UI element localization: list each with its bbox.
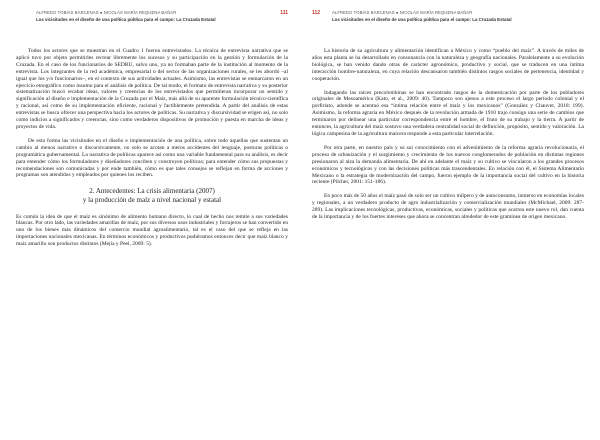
right-header-title: Los vicisitudes en el diseño de una política pública para el campo: La Cruzada Estatal	[332, 17, 512, 22]
left-page-body	[16, 48, 288, 248]
right-paragraph-2: Indagando las raíces precolombinas se han encontrado rasgos de la domesticación por parte de los pobladores originales de Mesoamérica (Kato, et al., 2009: 40). Tampoco son ajenos a este proceso el largo período colonial y el porfiriato, adonde se acentuó esa “íntima relación entre el maíz y los mexicanos” (González y Chauvet, 2018: 199). Asimismo, la reforma agraria en México después de la revolución armada de 1910 trajo consigo una serie de cambios que terminaron por delinear una particular correspondencia entre el hombre, el fruto de su trabajo y la tierra. A partir de entonces, la agricultura del maíz sostuvo una verdadera centralidad social de definición, propósito, sentido y valoración. La lógica campesina de la agricultura maicera responde a esta particular interrelación.	[312, 89, 584, 137]
left-paragraph-2: De esta forma las vicisitudes en el diseño e implementación de una política, sobre todo aquellas que sustentan un cambio al menos narrativo o discursivamente, no solo se acotan a meros accidentes del lenguaje, posturas políticas o programática gubernamental. La narrativa de políticas aparece así como una variable fundamental para su análisis, es decir para entender cómo los formuladores y diseñadores conciben y construyen políticas; para entender cómo sus propuestas y recomendaciones son comunicadas y por ende también, cómo es que tales consejos se reflejan en forma de acciones y programas son atendidos y empleados por quienes los reciben.	[16, 137, 288, 179]
right-paragraph-3: Por otra parte, en nuestro país y su sui conocimiento con el advenimiento de la reforma agraria revolucionaria, el proceso de urbanización y el surgimiento y crecimiento de los nuevos conglomerados de población en distintas regiones presionaron al alza la demanda alimentaria. De ahí en adelante el maíz y su cultivo se vincularon a los grandes procesos económicos y tecnológicos y con las decisiones políticas más trascendentales. En relación con él, el Sistema Alimentario Mexicano o la estrategia de modernización del campo, fueron ejemplo de la importancia social del cultivo en la historia reciente (Pilcher, 2001: 151-186).	[312, 144, 584, 186]
right-page	[312, 0, 584, 440]
right-running-header	[312, 10, 584, 40]
right-paragraph-1: La historia de su agricultura y alimentación identifican a México y como “pueblo del maíz”. A través de miles de años esta planta se ha desarrollado en consonancia con la naturaleza y geografía nacionales. Paralelamente a su evolución biológica, se han venido dando otras de carácter agronómico, productivo y social, que se traducen en una íntima interacción hombre-naturaleza, en cuya relación descansaron también distintos rasgos sociales de pertenencia, identidad y cooperación.	[312, 48, 584, 82]
right-page-body	[312, 48, 584, 221]
left-page-number: 111	[280, 10, 288, 16]
left-header-title: Los vicisitudes en el diseño de una política pública para el campo: La Cruzada Estatal	[36, 17, 216, 22]
right-page-number: 112	[312, 10, 321, 16]
left-running-header	[16, 10, 288, 40]
section-heading	[16, 187, 288, 204]
left-header-authors: ALFREDO TOBÍAS BARCENAS ● NICOLÁS MARÍA REQUENA BAÑAR	[36, 10, 177, 15]
right-paragraph-4: En poco más de 50 años el maíz pasó de solo ser un cultivo milpero y de autoconsumo, inmerso en economías locales y regionales, a un verdadero producto de agro industrialización y comercialización mundiales (McMichael, 2009: 287-289). Las implicaciones tecnológicas, productivas, económicas, sociales y políticas que acarrea este nuevo rol, dan cuenta de la importancia y de los fuertes intereses que ahora se concentran alrededor de este gramínea de origen mexicano.	[312, 193, 584, 221]
left-paragraph-1: Todos los actores que se muestran en el Cuadro 1 fueron entrevistados. La técnica de entrevista narrativa que se aplicó tuvo por objeto permitirles recrear libremente los sucesos y su participación en la gestión y formulación de la Cruzada. En el caso de los funcionarios de SEDRU, salvo uno, ya no formaban parte de la institución al momento de la entrevista. Los integrantes de la red académica, empresarial o del sector de las organizaciones rurales, se les abordó –al igual que los y/o funcionarios–, en el contexto de sus actividades actuales. Asimismo, las entrevistas se enmarcaron en un ejercicio etnográfico como insumo para el análisis de política. De tal modo, el formato de entrevista narrativa y su posterior sistematización buscó recabar ideas, valores y creencias de los entrevistados que permitieran incorporar un sentido y significación al diseño e implementación de la Cruzada por el Maíz, más allá de su aparente formulación técnico-científica y racional, así como de su implementación eficiente, racional y factiblemente pretendida. A partir del análisis de estas entrevistas se busca ofrecer una perspectiva hacia los actores de políticas. Su narrativa y discursividad se erigen así, no solo como indicios a significados y creencias, sino como verdaderos dispositivos de promoción y puesta en marcha de ideas y proyectos de vida.	[16, 48, 289, 130]
left-paragraph-3: Es común la idea de que el maíz es sinónimo de alimento humano directo, lo cual de hecho nos remite a sus variedades blancas. Por otro lado, las variedades amarillas de maíz, por sus diversos usos industriales y forrajeros se han convertido en uno de los bienes más dinámicos del comercio mundial agroalimentario, tal es el caso del que se refleja en las importaciones nacionales mexicanas. En términos económicos y productivos pudiéramos entonces decir que maíz blanco y maíz amarillo son productos distintos (Mejía y Peel, 2009: 5).	[16, 213, 288, 248]
section-heading-line-1: 2. Antecedentes: La crisis alimentaria (2007)	[89, 187, 215, 196]
right-header-authors: ALFREDO TOBÍAS BARCENAS ● NICOLÁS MARÍA REQUENA BAÑAR	[332, 10, 473, 15]
left-page	[16, 0, 288, 440]
section-heading-line-2: y la producción de maíz a nivel nacional y estatal	[82, 195, 222, 204]
